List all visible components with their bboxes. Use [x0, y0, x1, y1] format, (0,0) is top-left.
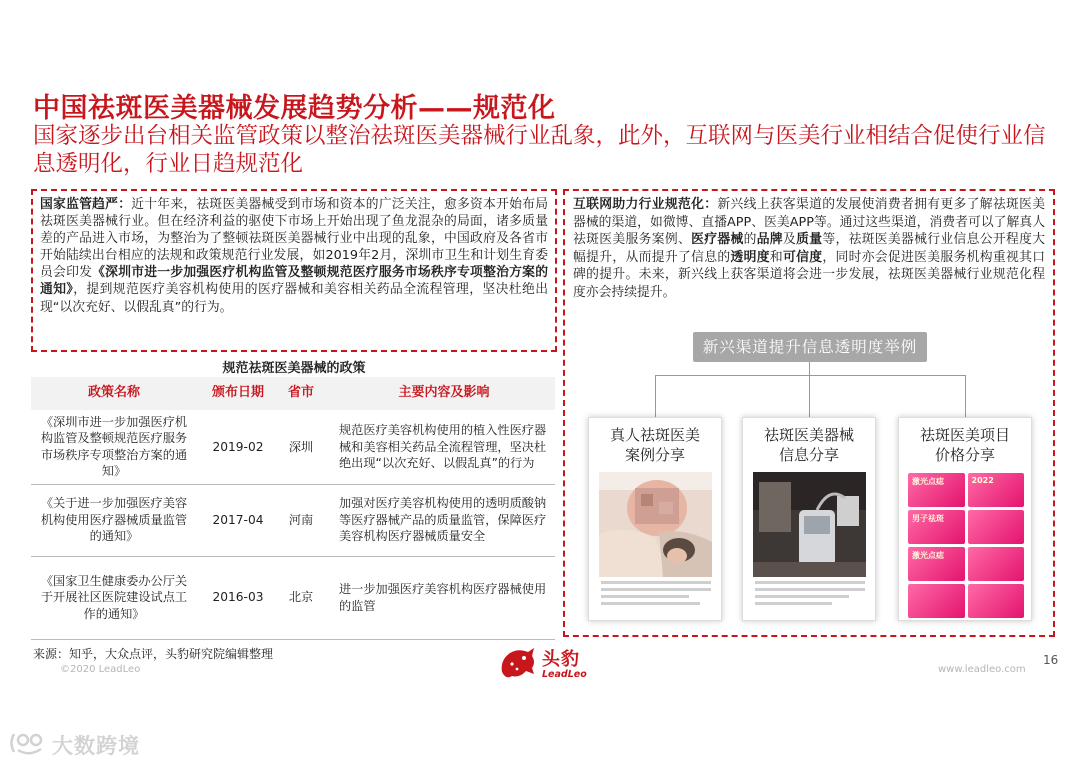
card-title: [899, 425, 1031, 465]
header-policy-name: 政策名称: [31, 377, 197, 410]
header-city: 省市: [279, 377, 323, 410]
internet-text: 和: [769, 249, 783, 265]
price-tile: [908, 584, 965, 618]
internet-lead: 互联网助力行业规范化：: [573, 197, 718, 212]
internet-paragraph: [573, 196, 1045, 302]
price-sharing-card: [898, 417, 1032, 621]
cell-content: 规范医疗美容机构使用的植入性医疗器械和美容相关药品全流程管理，坚决杜绝出现“以次充好、以假乱真”的行为: [323, 410, 555, 484]
case-sharing-card: [588, 417, 722, 621]
cell-city: 北京: [279, 556, 323, 639]
internet-text: 的: [743, 232, 757, 248]
connector-middle: [809, 375, 810, 417]
price-tile: [908, 547, 965, 581]
cell-date: 2016-03: [197, 556, 279, 639]
post-text-lines: [755, 581, 865, 609]
internet-text: 新兴线上获客渠道的发展使消费者拥有更多了解祛斑医美器械的渠道，如微博、直播APP、医美APP等。通过这些渠道，消费者可以了解真人祛斑医美服务案例、: [573, 197, 1046, 248]
regulation-lead: 国家监管趋严：: [40, 197, 132, 212]
regulation-text-1: 近十年来，祛斑医美器械受到市场和资本的广泛关注，愈多资本开始布局祛斑医美器械行业。但在经济利益的驱使下市场上开始出现了鱼龙混杂的局面，诸多质量差的产品进入市场，为整治为了整顿祛斑医美器械行业中出现的乱象，中国政府及各省市开始陆续出台相应的法规和政策规范行业发展，如2019年2月，深圳市卫生和计划生育委员会印发: [40, 197, 549, 281]
copyright: ©2020 LeadLeo: [60, 664, 141, 675]
regulation-text-2: ，提到规范医疗美容机构使用的医疗器械和美容相关药品全流程管理，坚决杜绝出现“以次充好、以假乱真”的行为。: [40, 282, 548, 315]
source-note: 来源：知乎，大众点评，头豹研究院编辑整理: [33, 647, 274, 661]
price-tile-label: 激光点痣: [912, 551, 944, 560]
policy-table-caption: 规范祛斑医美器械的政策: [222, 361, 366, 376]
emphasis-quality: 质量: [796, 232, 823, 248]
logo-name: 头豹: [542, 649, 580, 670]
case-photo: [599, 472, 712, 577]
card-title: [589, 425, 721, 465]
watermark: [8, 730, 148, 758]
card-title-line: 祛斑医美器械: [763, 426, 854, 444]
blurred-face-photo: [599, 472, 712, 577]
price-tile-label: 男子祛斑: [912, 514, 944, 523]
leadleo-logo: [498, 644, 618, 684]
price-tile: [968, 473, 1025, 507]
table-row: [31, 484, 555, 556]
cell-date: 2017-04: [197, 484, 279, 556]
post-text-lines: [601, 581, 711, 609]
watermark-logo-icon: [8, 730, 48, 756]
cell-content: 加强对医疗美容机构使用的透明质酸钠等医疗器械产品的质量监管，保障医疗美容机构医疗器械质量安全: [323, 484, 555, 556]
leopard-icon: [498, 644, 538, 684]
cell-policy-name: 《国家卫生健康委办公厅关于开展社区医院建设试点工作的通知》: [31, 556, 197, 639]
price-tile: [908, 510, 965, 544]
channel-examples-tag: 新兴渠道提升信息透明度举例: [693, 332, 927, 362]
price-tile: [968, 510, 1025, 544]
policy-table: [31, 377, 555, 640]
cell-policy-name: 《关于进一步加强医疗美容机构使用医疗器械质量监管的通知》: [31, 484, 197, 556]
page-subtitle: 国家逐步出台相关监管政策以整治祛斑医美器械行业乱象，此外，互联网与医美行业相结合促使行业信息透明化，行业日趋规范化: [33, 123, 1046, 177]
connector-vertical-main: [809, 362, 810, 376]
website: www.leadleo.com: [938, 664, 1026, 675]
connector-horizontal: [655, 375, 965, 376]
device-photo: [753, 472, 866, 577]
price-tile-label: 2022: [971, 476, 994, 485]
price-tile: [968, 547, 1025, 581]
internet-text: ，同时亦会促进医美服务机构重视其口碑的提升。未来，新兴线上获客渠道将会进一步发展，祛斑医美器械行业规范化程度亦会持续提升。: [573, 249, 1046, 300]
device-info-card: [742, 417, 876, 621]
page-number: 16: [1043, 653, 1059, 667]
page-title: 中国祛斑医美器械发展趋势分析——规范化: [33, 93, 556, 124]
emphasis-credibility: 可信度: [782, 249, 823, 265]
emphasis-transparency: 透明度: [730, 249, 770, 265]
price-listing-grid: [908, 473, 1024, 618]
price-tile-label: 激光点痣: [912, 477, 944, 486]
table-row: [31, 410, 555, 484]
connector-right: [965, 375, 966, 417]
card-title: [743, 425, 875, 465]
price-tile: [968, 584, 1025, 618]
header-date: 颁布日期: [197, 377, 279, 410]
watermark-text: 大数跨境: [52, 734, 140, 758]
logo-subname: LeadLeo: [542, 669, 587, 680]
regulation-policy-name: 《深圳市进一步加强医疗机构监管及整顿规范医疗服务市场秩序专项整治方案的通知》: [40, 265, 549, 298]
card-title-line: 祛斑医美项目: [919, 426, 1010, 444]
connector-left: [655, 375, 656, 417]
card-title-line: 价格分享: [934, 446, 995, 464]
emphasis-brand: 品牌: [756, 232, 783, 248]
cell-policy-name: 《深圳市进一步加强医疗机构监管及整顿规范医疗服务市场秩序专项整治方案的通知》: [31, 410, 197, 484]
device-room-photo: [753, 472, 866, 577]
cell-city: 河南: [279, 484, 323, 556]
internet-text: 及: [782, 232, 797, 248]
header-content: 主要内容及影响: [323, 377, 555, 410]
price-tile: [908, 473, 965, 507]
cell-city: 深圳: [279, 410, 323, 484]
cell-date: 2019-02: [197, 410, 279, 484]
table-header-row: [31, 377, 555, 410]
internet-text: 等，祛斑医美器械行业信息公开程度大幅提升，从而提升了信息的: [573, 232, 1046, 265]
emphasis-device: 医疗器械: [691, 232, 744, 248]
card-title-line: 真人祛斑医美: [609, 426, 700, 444]
card-title-line: 案例分享: [624, 446, 685, 464]
regulation-trend-box: [31, 189, 557, 352]
cell-content: 进一步加强医疗美容机构医疗器械使用的监管: [323, 556, 555, 639]
card-title-line: 信息分享: [778, 446, 839, 464]
internet-standardization-box: [563, 189, 1055, 637]
table-row: [31, 556, 555, 639]
